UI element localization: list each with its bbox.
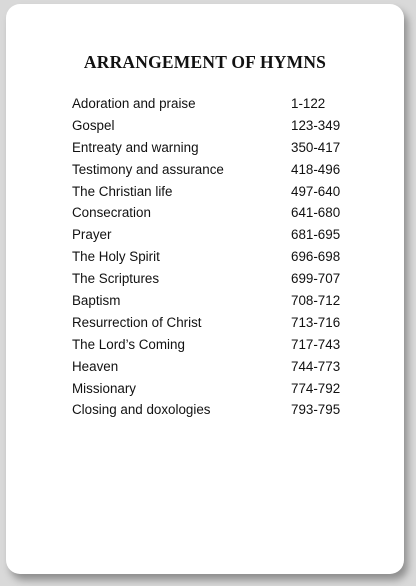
section-topic: The Lord’s Coming xyxy=(72,336,185,352)
list-item xyxy=(6,184,404,206)
hymn-range: 681-695 xyxy=(291,227,341,243)
list-item xyxy=(6,162,404,184)
hymn-range: 708-712 xyxy=(291,293,341,309)
hymn-range: 641-680 xyxy=(291,205,341,221)
list-item xyxy=(6,249,404,271)
section-topic: Gospel xyxy=(72,117,115,133)
hymn-range: 699-707 xyxy=(291,271,341,287)
section-topic: The Scriptures xyxy=(72,271,160,287)
hymn-range: 350-417 xyxy=(291,139,341,155)
list-item xyxy=(6,118,404,140)
hymn-range: 793-795 xyxy=(291,402,341,418)
hymn-range: 497-640 xyxy=(291,183,341,199)
section-topic: Heaven xyxy=(72,358,119,374)
section-topic: Entreaty and warning xyxy=(72,139,199,155)
page-card xyxy=(6,4,404,574)
list-item xyxy=(6,337,404,359)
hymn-range: 744-773 xyxy=(291,358,341,374)
hymn-range: 1-122 xyxy=(291,96,326,111)
hymn-range: 418-496 xyxy=(291,161,341,177)
list-item xyxy=(6,205,404,227)
list-item xyxy=(6,227,404,249)
section-topic: Missionary xyxy=(72,380,136,396)
list-item xyxy=(6,315,404,337)
section-topic: Consecration xyxy=(72,205,151,221)
list-item xyxy=(6,96,404,118)
list-item xyxy=(6,381,404,403)
hymn-range: 717-743 xyxy=(291,336,341,352)
section-topic: Prayer xyxy=(72,227,112,243)
section-topic: Testimony and assurance xyxy=(72,161,224,177)
list-item xyxy=(6,402,404,424)
hymn-range: 123-349 xyxy=(291,117,341,133)
list-item xyxy=(6,140,404,162)
list-item xyxy=(6,271,404,293)
hymn-range: 774-792 xyxy=(291,380,341,396)
section-topic: Closing and doxologies xyxy=(72,402,211,418)
page-title: ARRANGEMENT OF HYMNS xyxy=(83,52,327,72)
section-topic: The Holy Spirit xyxy=(72,249,160,265)
section-topic: Adoration and praise xyxy=(72,96,196,111)
list-item xyxy=(6,293,404,315)
list-item xyxy=(6,359,404,381)
section-list xyxy=(6,96,404,424)
hymn-range: 696-698 xyxy=(291,249,341,265)
section-topic: Resurrection of Christ xyxy=(72,314,202,330)
section-topic: The Christian life xyxy=(72,183,173,199)
hymn-range: 713-716 xyxy=(291,314,341,330)
section-topic: Baptism xyxy=(72,293,121,309)
